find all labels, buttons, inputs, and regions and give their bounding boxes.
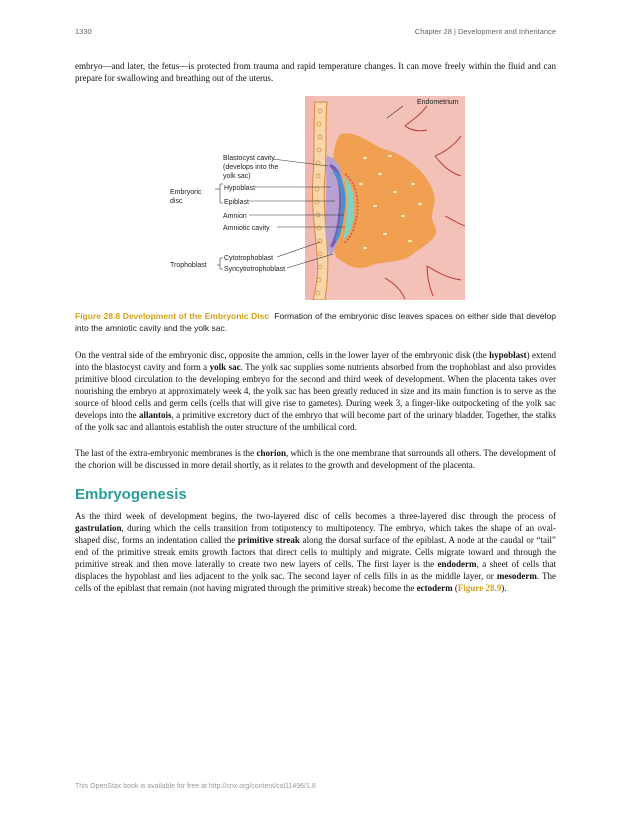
term-primitive-streak: primitive streak: [237, 535, 300, 545]
term-mesoderm: mesoderm: [496, 571, 537, 581]
footer-note: This OpenStax book is available for free at http://cnx.org/content/col11496/1.8: [75, 783, 316, 790]
term-hypoblast: hypoblast: [489, 350, 527, 360]
label-syncytiotrophoblast: Syncytiotrophoblast: [224, 266, 286, 273]
label-trophoblast: Trophoblast: [170, 262, 207, 269]
intro-paragraph: embryo—and later, the fetus—is protected from trauma and rapid temperature changes. It can move freely within the fluid and can prepare for swallowing and breathing out of the uterus.: [75, 61, 556, 83]
label-embryoric-line1: Embryoric: [170, 189, 202, 196]
term-ectoderm: ectoderm: [416, 583, 453, 593]
label-hypoblast: Hypoblast: [224, 185, 256, 192]
label-amniotic-cavity: Amniotic cavity: [223, 225, 270, 232]
label-blastocyst-line3: yolk sac): [223, 173, 251, 180]
label-embryoric-line2: disc: [170, 198, 183, 205]
term-chorion: chorion: [256, 448, 286, 458]
term-allantois: allantois: [139, 410, 172, 420]
label-amnion: Amnion: [223, 213, 247, 220]
paragraph-yolk-sac: On the ventral side of the embryonic disc, opposite the amnion, cells in the lower layer of the embryonic disk (the hypoblast) extend into the blastocyst cavity and form a yolk sac. The yolk sac supplies some nutrients absorbed from the trophoblast and also provides primitive blood circulation to the developing embryo for the second and third week of development. When the placenta takes over nourishing the embryo at approximately week 4, the yolk sac has been greatly reduced in size and its main function is to serve as the source of blood cells and germ cells (cells that will give rise to gametes). During week 3, a finger-like outpocketing of the yolk sac develops into the allantois, a primitive excretory duct of the embryo that will become part of the urinary bladder. Together, the stalks of the yolk sac and allantois establish the outer structure of the umbilical cord.: [75, 350, 557, 432]
figure-caption: [75, 310, 556, 334]
label-epiblast: Epiblast: [224, 199, 249, 206]
term-gastrulation: gastrulation: [75, 523, 122, 533]
page-number: 1330: [75, 27, 92, 36]
embryonic-disc-figure: [165, 96, 465, 300]
term-endoderm: endoderm: [437, 559, 477, 569]
label-blastocyst-line1: Blastocyst cavity: [223, 155, 275, 162]
paragraph-gastrulation: As the third week of development begins, the two-layered disc of cells becomes a three-layered disc through the process of gastrulation, during which the cells transition from totipotency to multipotency. The embryo, which takes the shape of an oval-shaped disc, forms an indentation called the primitive streak along the dorsal surface of the epiblast. A node at the caudal or “tail” end of the primitive streak emits growth factors that direct cells to multiply and migrate. Cells migrate toward and through the primitive streak and then move laterally to create two new layers of cells. The first layer is the endoderm, a sheet of cells that displaces the hypoblast and lies adjacent to the yolk sac. The second layer of cells fills in as the middle layer, or mesoderm. The cells of the epiblast that remain (not having migrated through the primitive streak) become the ectoderm (Figure 28.9).: [75, 511, 556, 593]
paragraph-chorion: The last of the extra-embryonic membranes is the chorion, which is the one membrane that surrounds all others. The development of the chorion will be discussed in more detail shortly, as it relates to the growth and development of the placenta.: [75, 448, 556, 470]
chapter-header: Chapter 28 | Development and Inheritance: [414, 27, 556, 36]
caption-text: Formation of the embryonic disc leaves spaces on either side that develop into the amniotic cavity and the yolk sac.: [75, 311, 556, 333]
figure-28-9-link[interactable]: Figure 28.9: [457, 583, 502, 593]
caption-label: Figure 28.8 Development of the Embryonic Disc: [75, 311, 270, 321]
section-heading: Embryogenesis: [75, 486, 187, 503]
label-blastocyst-line2: (develops into the: [223, 164, 279, 171]
label-endometrium: Endometrium: [417, 99, 459, 106]
term-yolk-sac: yolk sac: [209, 362, 241, 372]
label-cytotrophoblast: Cytotrophoblast: [224, 255, 274, 262]
